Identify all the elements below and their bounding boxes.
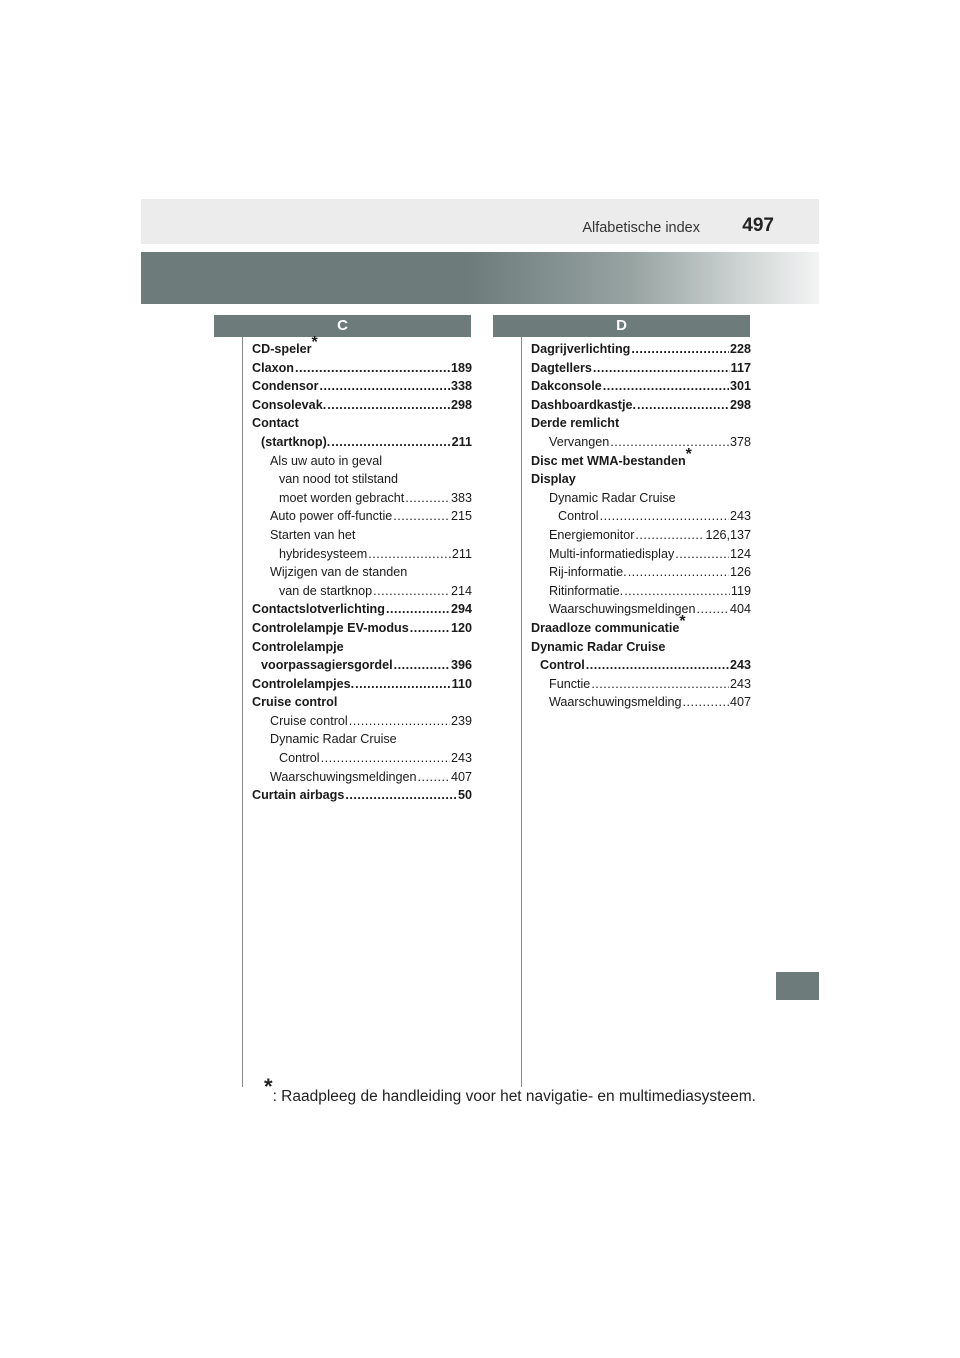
- index-subentry: Energiemonitor ..... 126,137: [531, 526, 751, 545]
- footnote-asterisk: *: [264, 1074, 273, 1099]
- index-subentry: Vervangen ..... 378: [531, 433, 751, 452]
- index-subentry: Multi-informatiedisplay ..... 124: [531, 545, 751, 564]
- index-entry: Dashboardkastje. ..... 298: [531, 396, 751, 415]
- index-subentry: Auto power off-functie ..... 215: [252, 507, 472, 526]
- header-band: [141, 252, 819, 304]
- index-subentry: hybridesysteem ..... 211: [252, 545, 472, 564]
- index-entry: Disc met WMA-bestanden*: [531, 445, 692, 468]
- index-subentry: Control ..... 243: [252, 749, 472, 768]
- header-title: Alfabetische index: [582, 220, 700, 236]
- index-subentry: Cruise control ..... 239: [252, 712, 472, 731]
- index-entry: Cruise control: [252, 695, 338, 710]
- index-subentry: van de startknop ..... 214: [252, 582, 472, 601]
- index-entry: Controlelampje: [252, 639, 344, 654]
- index-entry: Curtain airbags ..... 50: [252, 786, 472, 805]
- section-header-c: C: [214, 315, 471, 337]
- index-subentry: Rij-informatie. ..... 126: [531, 563, 751, 582]
- index-subentry: Control ..... 243: [531, 507, 751, 526]
- column-divider-right: [521, 337, 522, 1087]
- index-subentry: Wijzigen van de standen: [270, 565, 408, 580]
- index-subentry: Ritinformatie. ..... 119: [531, 582, 751, 601]
- index-entry: Controlelampje EV-modus ..... 120: [252, 619, 472, 638]
- index-subentry: van nood tot stilstand: [279, 472, 399, 487]
- index-entry: Claxon ..... 189: [252, 359, 472, 378]
- page-number: 497: [742, 215, 774, 236]
- index-subentry: moet worden gebracht ..... 383: [252, 489, 472, 508]
- index-entry: Draadloze communicatie*: [531, 612, 686, 635]
- footnote: [264, 1074, 756, 1106]
- index-subentry: Starten van het: [270, 527, 356, 542]
- index-entry: Dagrijverlichting ..... 228: [531, 340, 751, 359]
- index-entry: Contactslotverlichting ..... 294: [252, 600, 472, 619]
- index-entry: Dakconsole ..... 301: [531, 377, 751, 396]
- column-divider-left: [242, 337, 243, 1087]
- index-entry: Control ..... 243: [531, 656, 751, 675]
- index-entry: Controlelampjes. ..... 110: [252, 675, 472, 694]
- index-entry: CD-speler*: [252, 334, 318, 356]
- index-column-d: [531, 340, 751, 712]
- index-entry: Dagtellers ..... 117: [531, 359, 751, 378]
- index-entry: Display: [531, 472, 576, 487]
- index-entry: Contact: [252, 416, 299, 431]
- index-entry: Condensor ..... 338: [252, 377, 472, 396]
- chapter-tab: [776, 972, 819, 1000]
- index-entry: voorpassagiersgordel ..... 396: [252, 656, 472, 675]
- section-header-d: D: [493, 315, 750, 337]
- index-subentry: Waarschuwingsmeldingen ..... 407: [252, 768, 472, 787]
- index-entry: Consolevak. ..... 298: [252, 396, 472, 415]
- page-header: [141, 199, 819, 244]
- index-entry: (startknop). ..... 211: [252, 433, 472, 452]
- index-subentry: Functie ..... 243: [531, 675, 751, 694]
- footnote-text: : Raadpleeg de handleiding voor het navigatie- en multimediasysteem.: [272, 1088, 756, 1105]
- index-subentry: Waarschuwingsmeldingen ..... 404: [531, 600, 751, 619]
- index-subentry: Als uw auto in geval: [270, 453, 383, 468]
- index-column-c: [252, 334, 472, 805]
- index-entry: Derde remlicht: [531, 416, 620, 431]
- index-entry: Dynamic Radar Cruise: [531, 639, 666, 654]
- index-subentry: Dynamic Radar Cruise: [549, 490, 676, 505]
- index-subentry: Dynamic Radar Cruise: [270, 732, 397, 747]
- index-subentry: Waarschuwingsmelding ..... 407: [531, 693, 751, 712]
